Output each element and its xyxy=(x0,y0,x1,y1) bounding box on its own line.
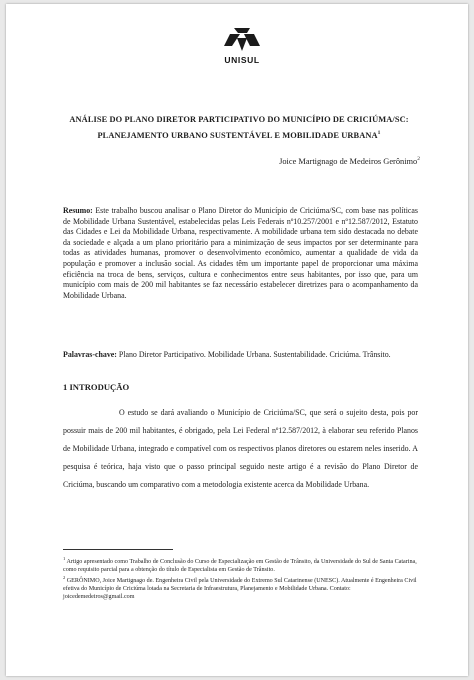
author-name-text: Joice Martignago de Medeiros Gerônimo xyxy=(279,156,418,166)
abstract-label: Resumo: xyxy=(63,206,93,215)
footnote-item xyxy=(63,574,418,601)
section-heading: 1 INTRODUÇÃO xyxy=(63,382,130,392)
title-footnote-mark: 1 xyxy=(377,129,381,136)
footnote-mark: 1 xyxy=(63,556,66,561)
keywords xyxy=(63,350,418,361)
footnote-text: GERÔNIMO, Joice Martignago de. Engenheira Civil pela Universidade do Extremo Sul Catarinense (UNESC). Atualmente é Engenheira Civil efetiva do Município de Criciúma lotada na Secretaria de Infraestrutura, Planejamento e Mobilidade Urbana. Contato: joicedemedeiros@gmail.com xyxy=(63,578,417,601)
author-name xyxy=(279,156,420,166)
footnote-mark: 2 xyxy=(63,575,66,581)
logo-text: UNISUL xyxy=(224,55,260,65)
footnotes xyxy=(63,555,418,601)
author-footnote-mark: 2 xyxy=(417,156,420,162)
keywords-label: Palavras-chave: xyxy=(63,350,117,359)
introduction-paragraph: O estudo se dará avaliando o Município de Criciúma/SC, que será o sujeito desta, pois por possuir mais de 200 mil habitantes, é obrigado, pela Lei Federal nº12.587/2012, à elaborar seu referido Planos de Mobilidade Urbana, integrado e compatível com os respectivos planos diretores ou estarem neles inserido. A pesquisa é teórica, haja visto que o passo principal seguido neste artigo é a revisão do Plano Diretor de Criciúma, buscando um comparativo com a metodologia existente acerca da Mobilidade Urbana. xyxy=(63,408,418,489)
document-page xyxy=(6,4,468,676)
footnote-divider xyxy=(63,549,173,550)
footnote-text: Artigo apresentado como Trabalho de Conclusão do Curso de Especialização em Gestão de Trânsito, da Universidade do Sul de Santa Catarina, como requisito parcial para a obtenção do título de Especialista em Gestão de Trânsito. xyxy=(63,559,417,574)
document-title xyxy=(54,114,424,142)
title-text: ANÁLISE DO PLANO DIRETOR PARTICIPATIVO DO MUNICÍPIO DE CRICIÚMA/SC: PLANEJAMENTO URBANO SUSTENTÁVEL E MOBILIDADE URBANA xyxy=(69,115,409,140)
unisul-logo-icon xyxy=(220,24,264,54)
keywords-text: Plano Diretor Participativo. Mobilidade Urbana. Sustentabilidade. Criciúma. Trânsito. xyxy=(118,350,391,359)
unisul-logo xyxy=(212,24,272,65)
abstract xyxy=(63,206,418,301)
abstract-text: Este trabalho buscou analisar o Plano Diretor do Município de Criciúma/SC, com base nas políticas de Mobilidade Urbana Sustentável, estabelecidas pelas Leis Federais nº10.257/2001 e nº12.587/2012, Estatuto das Cidades e Lei da Mobilidade Urbana, respectivamente. A mobilidade urbana tem sido destacada no debate da sociedade e alçada a um plano prioritário para a minimização de seus impactos por ser determinante para todas as atividades humanas, promover o desenvolvimento econômico, aumentar a qualidade de vida da população e promover a inclusão social. As cidades têm um importante papel de proporcionar uma máxima eficiência na troca de bens, serviços, cultura e conhecimentos entre seus habitantes, por isso que, para um município com mais de 200 mil habitantes se faz necessário estabelecer diretrizes para o acompanhamento da Mobilidade Urbana. xyxy=(63,206,418,300)
footnote-item xyxy=(63,555,418,574)
